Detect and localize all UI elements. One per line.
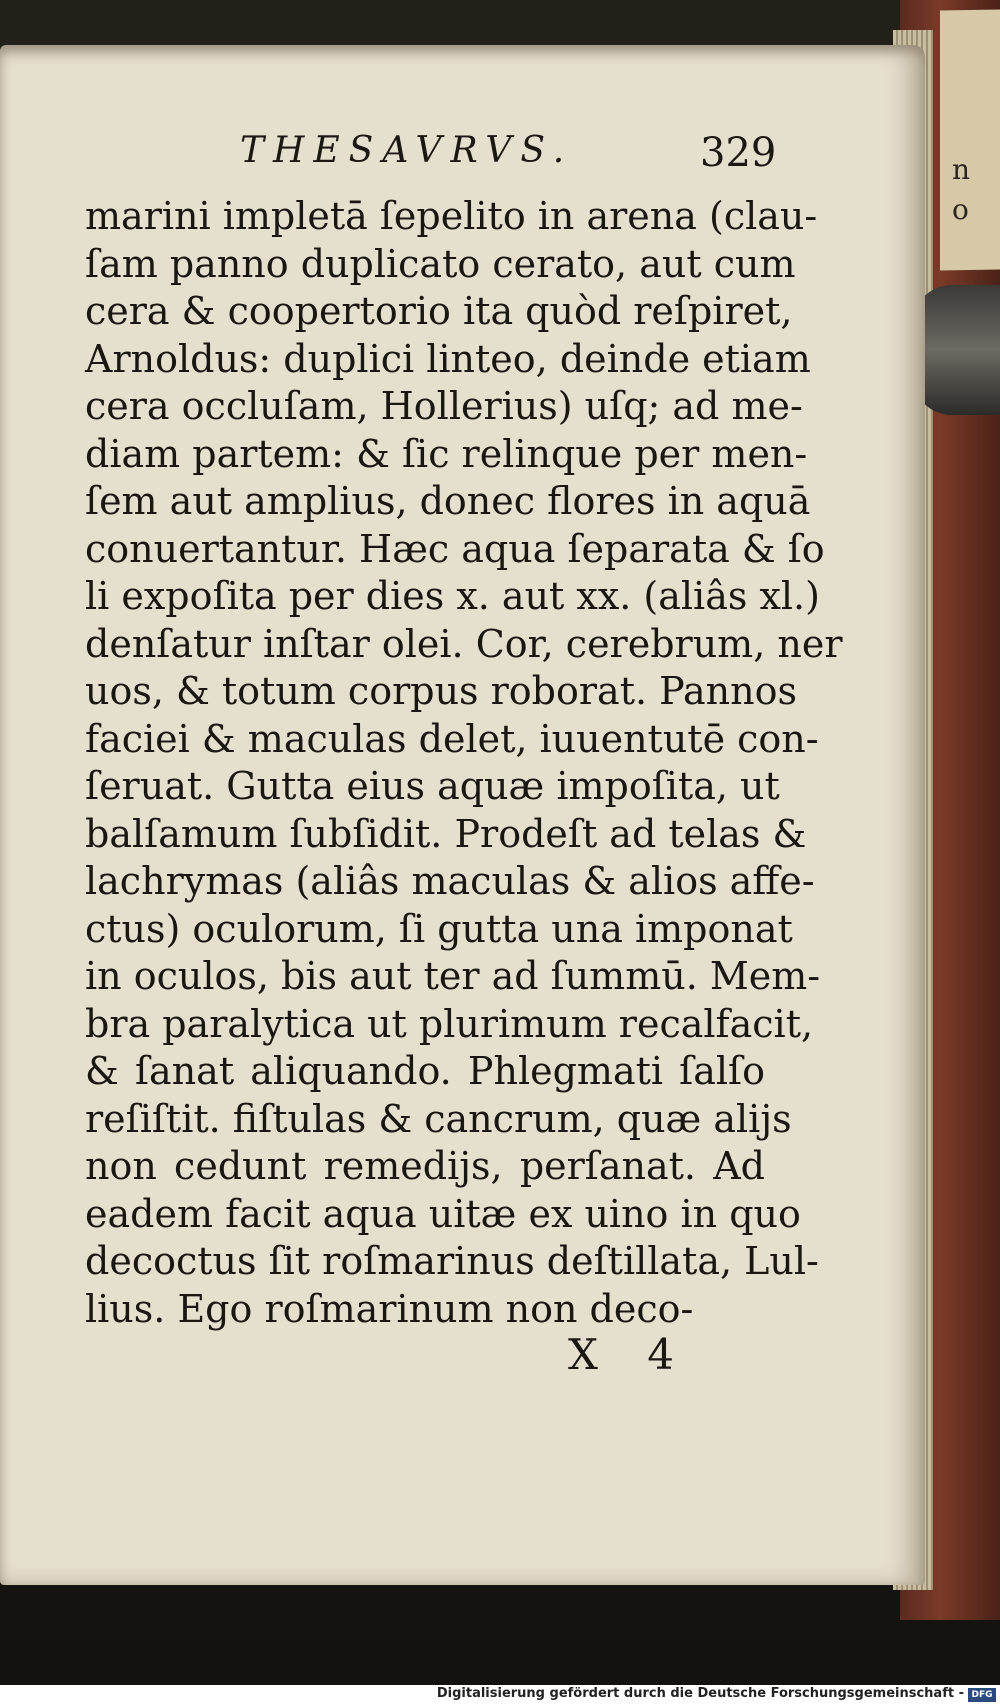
text-line: Arnoldus: duplici linteo, deinde etiam	[85, 336, 811, 381]
text-line: ctus) oculorum, ſi gutta una imponat	[85, 906, 793, 951]
text-line: cera & coopertorio ita quòd reſpiret,	[85, 289, 793, 333]
text-line: eadem facit aqua uitæ ex uino in quo	[85, 1191, 801, 1236]
footer-credit: Digitalisierung gefördert durch die Deutsche Forschungsgemeinschaft -	[436, 1686, 964, 1701]
text-line: non cedunt remedijs, perſanat. Ad	[85, 1144, 765, 1188]
text-line: diam partem: & ſic relinque per men-	[85, 431, 808, 476]
text-line: lachrymas (aliâs maculas & alios affe-	[85, 859, 815, 903]
text-line: conuertantur. Hæc aqua ſeparata & ſo	[85, 526, 825, 571]
text-line: decoctus ſit roſmarinus deſtillata, Lul-	[85, 1239, 819, 1283]
text-line: in oculos, bis aut ter ad ſummū. Mem-	[85, 954, 821, 998]
text-line: & ſanat aliquando. Phlegmati ſalſo	[85, 1049, 765, 1093]
text-line: ſam panno duplicato cerato, aut cum	[85, 241, 796, 286]
previous-page-sliver	[940, 9, 1000, 270]
text-line: cera occluſam, Hollerius) uſq; ad me-	[85, 384, 803, 428]
text-line: bra paralytica ut plurimum recalfacit,	[85, 1001, 814, 1046]
text-line: balſamum ſubſidit. Prodeſt ad telas &	[85, 811, 807, 856]
body-text	[85, 193, 843, 1333]
book-clasp	[912, 285, 1000, 415]
text-line: reſiſtit. fiſtulas & cancrum, quæ alijs	[85, 1096, 792, 1141]
text-line: uos, & totum corpus roborat. Pannos	[85, 669, 797, 713]
previous-page-fragment	[952, 150, 970, 230]
page-number: 329	[700, 130, 777, 176]
signature-catchword: X 4	[568, 1330, 692, 1379]
text-line: ſeruat. Gutta eius aquæ impoſita, ut	[85, 764, 780, 808]
dfg-logo-icon: DFG	[968, 1688, 996, 1702]
running-head: THESAVRVS.	[240, 130, 574, 171]
text-line: denſatur inſtar olei. Cor, cerebrum, ner	[85, 621, 843, 666]
text-line: marini impletā ſepelito in arena (clau-	[85, 194, 818, 238]
text-line: li expoſita per dies x. aut xx. (aliâs xl.)	[85, 574, 820, 618]
previous-page-letter: n	[952, 153, 971, 186]
text-line: faciei & maculas delet, iuuentutē con-	[85, 716, 819, 761]
text-line: lius. Ego roſmarinum non deco-	[85, 1286, 694, 1331]
previous-page-letter: o	[952, 193, 969, 226]
text-line: ſem aut amplius, donec flores in aquā	[85, 479, 811, 523]
